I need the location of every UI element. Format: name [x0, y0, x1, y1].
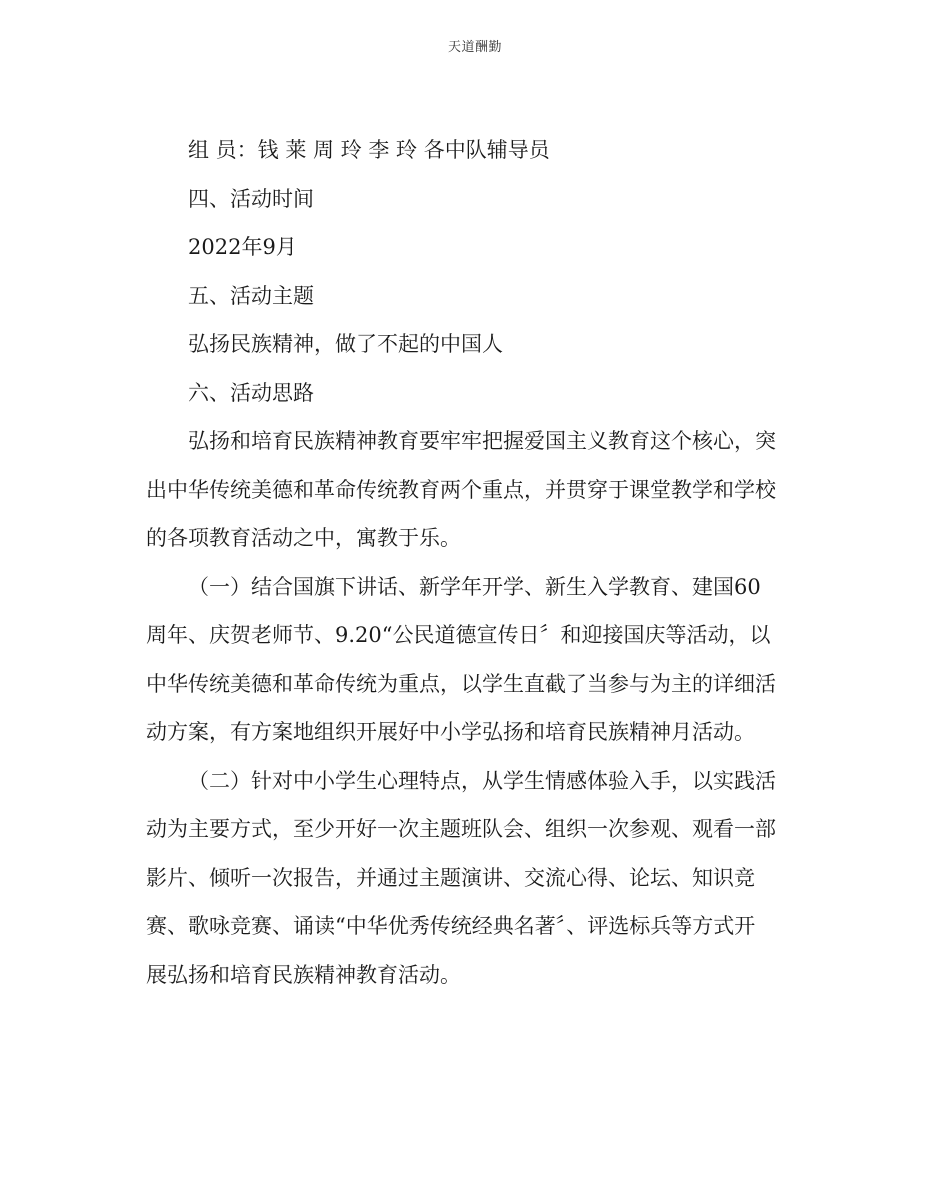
paragraph-line: 周年、庆贺老师节、9.20“公民道德宣传日〞和迎接国庆等活动，以 [146, 623, 771, 647]
paragraph-line: 出中华传统美德和革命传统教育两个重点，并贯穿于课堂教学和学校 [146, 477, 776, 502]
paragraph-line: 中华传统美德和革命传统为重点，以学生直截了当参与为主的详细活 [146, 671, 776, 696]
paragraph-line: 赛、歌咏竞赛、诵读“中华优秀传统经典名著〞、评选标兵等方式开 [146, 914, 756, 938]
document-body [146, 126, 806, 999]
paragraph-line: 动方案，有方案地组织开展好中小学弘扬和培育民族精神月活动。 [146, 720, 755, 744]
paragraph-main [146, 417, 806, 563]
paragraph-line: （一）结合国旗下讲话、新学年开学、新生入学教育、建国60 [188, 574, 761, 599]
section-6-title: 六、活动思路 [188, 380, 314, 405]
paragraph-line: 影片、倾听一次报告，并通过主题演讲、交流心得、论坛、知识竞 [146, 865, 755, 890]
paragraph-line: （二）针对中小学生心理特点，从学生情感体验入手，以实践活 [188, 768, 776, 793]
paragraph-one [146, 563, 806, 757]
section-4-title: 四、活动时间 [188, 186, 314, 211]
section-5-title: 五、活动主题 [188, 283, 314, 308]
page-header: 天道酬勤 [447, 40, 502, 55]
paragraph-line: 展弘扬和培育民族精神教育活动。 [146, 962, 461, 987]
paragraph-two [146, 757, 806, 1000]
paragraph-line: 动为主要方式，至少开好一次主题班队会、组织一次参观、观看一部 [146, 817, 776, 841]
paragraph-line: 的各项教育活动之中，寓教于乐。 [146, 526, 461, 550]
section-5-value: 弘扬民族精神，做了不起的中国人 [188, 332, 503, 356]
members-line: 组 员：钱 莱 周 玲 李 玲 各中队辅导员 [188, 138, 550, 162]
paragraph-line: 弘扬和培育民族精神教育要牢牢把握爱国主义教育这个核心，突 [188, 429, 776, 453]
section-4-value: 2022年9月 [188, 235, 297, 259]
